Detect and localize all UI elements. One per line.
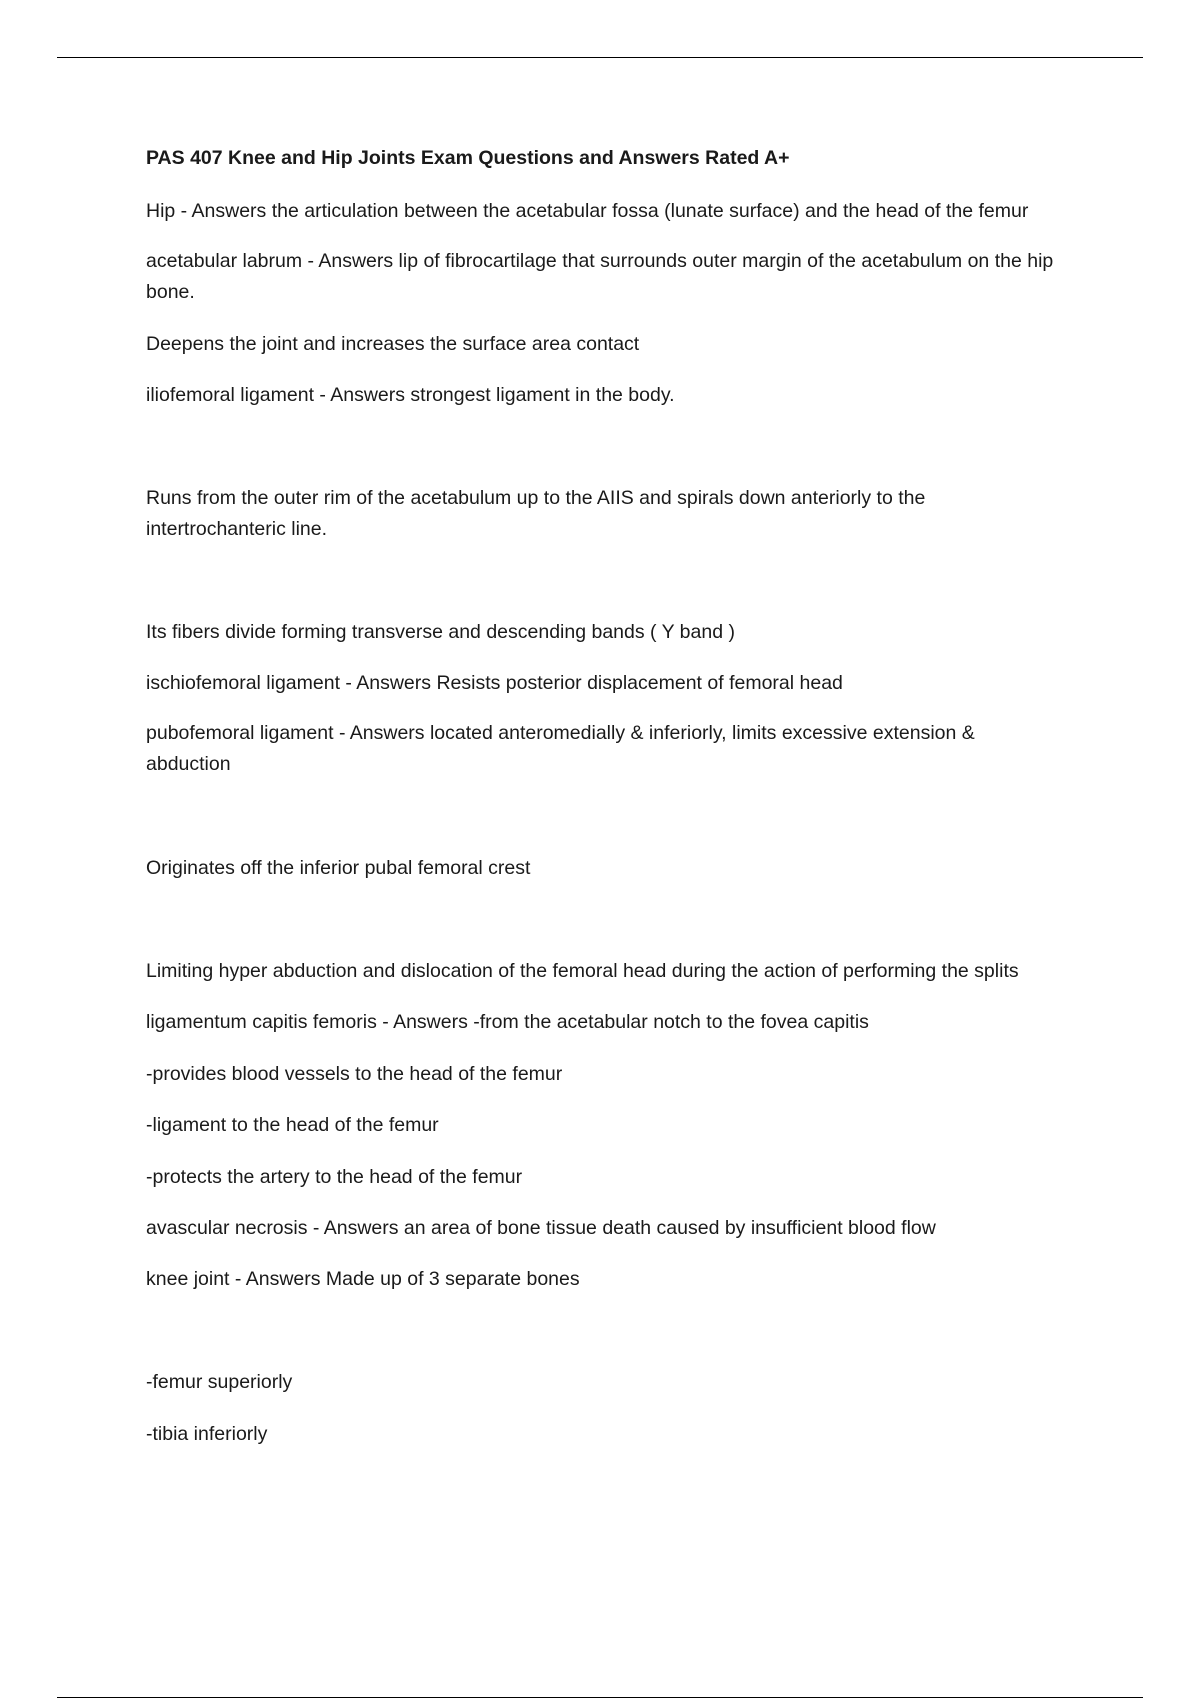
paragraph-femur-superiorly: -femur superiorly: [146, 1371, 293, 1393]
paragraph-originates: Originates off the inferior pubal femoral crest: [146, 857, 531, 879]
document-title: PAS 407 Knee and Hip Joints Exam Questions and Answers Rated A+: [146, 147, 790, 169]
paragraph-iliofemoral-ligament: iliofemoral ligament - Answers strongest ligament in the body.: [146, 384, 675, 406]
paragraph-runs-from-rim: Runs from the outer rim of the acetabulum up to the AIIS and spirals down anteriorly to the intertrochanteric line.: [146, 487, 926, 540]
paragraph-ligament-to-head: -ligament to the head of the femur: [146, 1114, 439, 1136]
paragraph-protects-artery: -protects the artery to the head of the femur: [146, 1166, 523, 1188]
bottom-divider: [57, 1697, 1143, 1698]
paragraph-tibia-inferiorly: -tibia inferiorly: [146, 1423, 268, 1445]
top-divider: [57, 57, 1143, 58]
paragraph-deepens-joint: Deepens the joint and increases the surface area contact: [146, 333, 640, 355]
paragraph-knee-joint: knee joint - Answers Made up of 3 separate bones: [146, 1268, 580, 1290]
paragraph-hip: Hip - Answers the articulation between the acetabular fossa (lunate surface) and the head of the femur: [146, 200, 1029, 222]
paragraph-ischiofemoral-ligament: ischiofemoral ligament - Answers Resists posterior displacement of femoral head: [146, 672, 843, 694]
paragraph-ligamentum-capitis: ligamentum capitis femoris - Answers -from the acetabular notch to the fovea capitis: [146, 1011, 869, 1033]
paragraph-limiting-hyper-abduction: Limiting hyper abduction and dislocation of the femoral head during the action of performing the splits: [146, 960, 1019, 982]
paragraph-provides-blood-vessels: -provides blood vessels to the head of the femur: [146, 1063, 563, 1085]
paragraph-fibers-divide: Its fibers divide forming transverse and descending bands ( Y band ): [146, 621, 735, 643]
paragraph-acetabular-labrum: acetabular labrum - Answers lip of fibrocartilage that surrounds outer margin of the acetabulum on the hip bone.: [146, 250, 1054, 303]
paragraph-pubofemoral-ligament: pubofemoral ligament - Answers located anteromedially & inferiorly, limits excessive extension & abduction: [146, 722, 975, 775]
paragraph-avascular-necrosis: avascular necrosis - Answers an area of bone tissue death caused by insufficient blood flow: [146, 1217, 936, 1239]
